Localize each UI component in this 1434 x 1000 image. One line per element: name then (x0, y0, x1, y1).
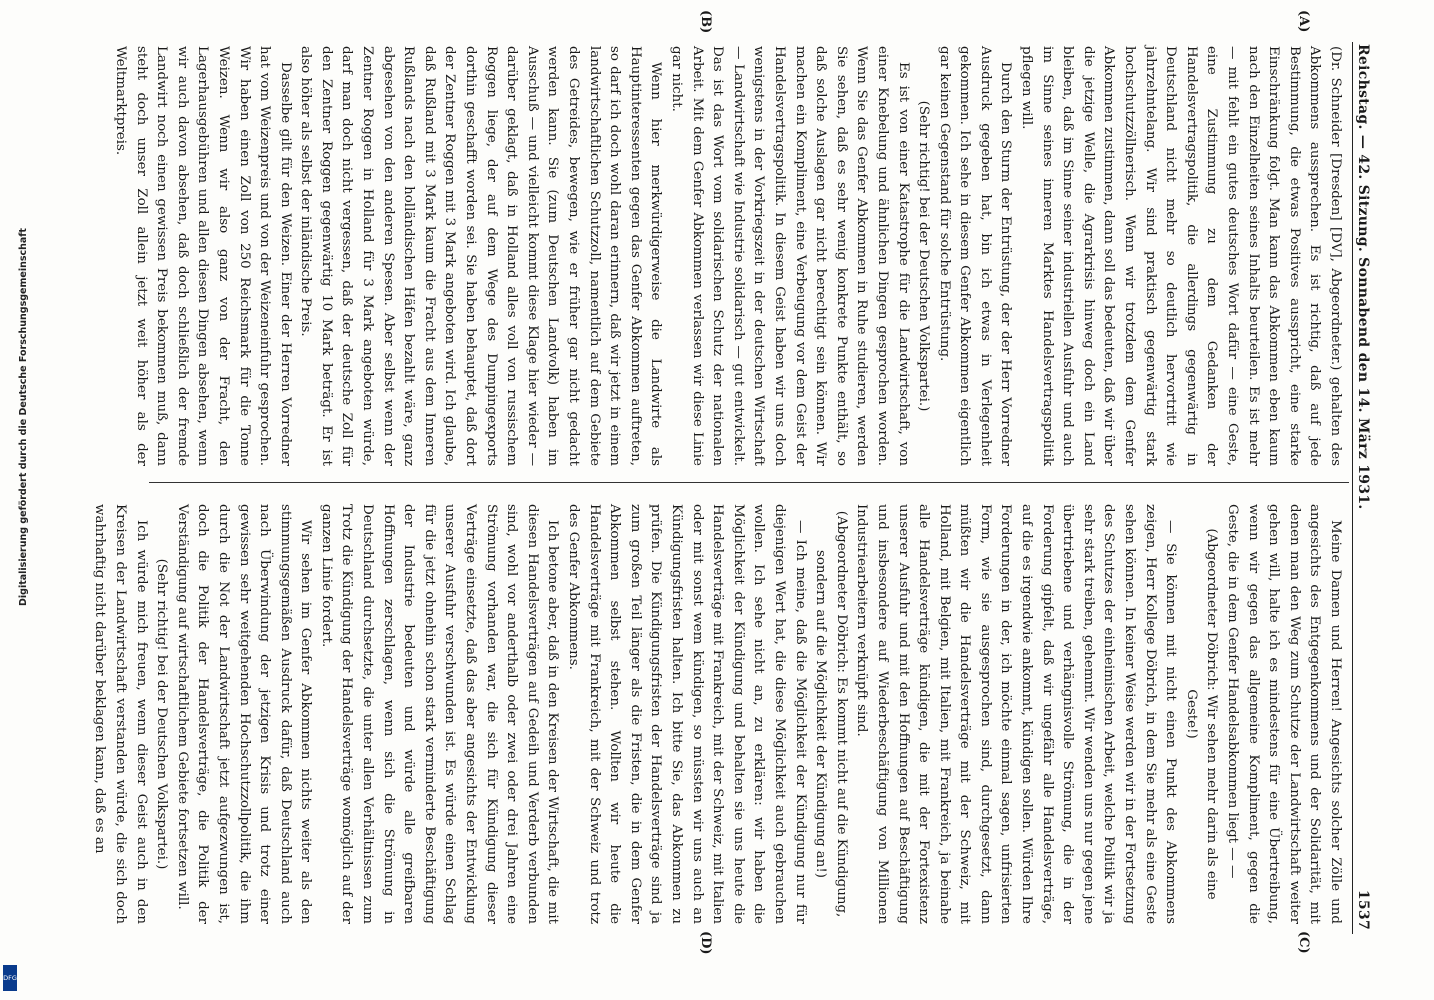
interjection: (Abgeordneter Döbrich: Wir sehen mehr darin als eine Geste!) (1183, 528, 1220, 900)
interjection: (Abgeordneter Döbrich: Es kommt nicht auf die Kündigung, sondern auf die Möglichkeit der Kündigung an!) (813, 510, 849, 918)
dfg-logo: DFG (3, 965, 17, 991)
paragraph: — Sie können mit nicht einen Punkt des Abkommens zeigen, Herr Kollege Döbrich, in dem Sie mehr als eine Geste sehen können. In keiner Weise werden wir in der Fortsetzung des Schutzes der einheimischen Arbeit, welche Politik wir ja sehr stark treiben, gehemmt. Wir wenden uns nur gegen jene übertriebene und verhängnisvolle Strömung, die in der Forderung gipfelt, daß wir ungefähr alle Handelsverträge, auf die es irgendwie ankommt, kündigen sollen. Würden Ihre Forderungen in der, ich möchte einmal sagen, unfrisierten Form, wie sie ausgesprochen sind, durchgesetzt, dann müßten wir die Handelsverträge mit der Schweiz, mit Holland, mit Belgien, mit Italien, mit Frankreich, ja beinahe alle Handelsverträge kündigen, die mit der Fortexistenz unserer Ausfuhr und mit den Hoffnungen auf Beschäftigung und insbesondere auf Wiederbeschäftigung von Millionen Industriearbeitern verknüpft sind. (854, 504, 1179, 924)
left-column (112, 46, 1345, 466)
margin-mark-d: (D) (698, 931, 713, 955)
margin-mark-b: (B) (698, 10, 713, 34)
right-column (92, 504, 1345, 924)
paragraph: Durch den Sturm der Entrüstung, der der Herr Vorredner Ausdruck gegeben hat, bin ich etwas in Verlegenheit gekommen. Ich sehe in diesem Genfer Abkommen eigentlich gar keinen Gegenstand für solche Entrüstung. (936, 46, 1014, 466)
interjection: (Sehr richtig! bei der Deutschen Volkspartei.) (916, 100, 932, 412)
page-header (1351, 38, 1373, 938)
paragraph: Meine Damen und Herren! Angesichts solcher Zölle und angesichts des Entgegenkommens und der Solidarität, mit denen man den Weg zum Schutze der Landwirtschaft weiter gehen will, halte ich es mindestens für eine Übertreibung, wenn wir gegen das allgemeine Kompliment, gegen die Geste, die in dem Genfer Handelsabkommen liegt — — (1225, 504, 1343, 924)
header-rule (1352, 42, 1353, 934)
paragraph: Ich würde mich freuen, wenn dieser Geist auch in den Kreisen der Landwirtschaft verstanden würde, die sich doch wahrhaftig nicht darüber beklagen kann, daß es an (92, 504, 149, 924)
paragraph: (Dr. Schneider [Dresden] [DV], Abgeordneter.) gehalten des Abkommens aussprechen. Es ist richtig, daß auf jede Bestimmung, die etwas Positives ausspricht, eine starke Einschränkung folgt. Man kann das Abkommen eben kaum nach den Einzelheiten seines Inhalts beurteilen. Es ist mehr — mit fehlt ein gutes deutsches Wort dafür — eine Geste, eine Zustimmung zu dem Gedanken der Handelsvertragspolitik, die allerdings gegenwärtig in Deutschland nicht mehr so deutlich hervortritt wie jahrzehntelang. Wir sind praktisch gegenwärtig stark hochschutzzöllnerisch. Wenn wir trotzdem dem Genfer Abkommen zustimmen, dann soll das bedeuten, daß wir über die jetzige Welle, die Agrarkrisis hinweg doch ein Land bleiben, daß im Sinne seiner industriellen Ausfuhr und auch im Sinne seines inneren Marktes Handelsvertragspolitik pflegen will. (1019, 46, 1343, 466)
rotated-page-content (92, 10, 1373, 955)
paragraph: Wenn hier merkwürdigerweise die Landwirte als Hauptinteressenten gegen das Genfer Abkommen auftreten, so darf ich doch wohl daran erinnern, daß wir jetzt in einem landwirtschaftlichen Schutzzoll, namentlich auf dem Gebiete des Getreides, bewegen, wie er früher gar nicht gedacht werden kann. Sie (zum Deutschen Landvolk) haben im Ausschuß — und vielleicht kommt diese Klage hier wieder — darüber geklagt, daß in Holland alles voll von russischem Roggen liege, der auf dem Wege des Dumpingexports dorthin geschafft worden sei. Sie haben behauptet, daß dort der Zentner Roggen mit 3 Mark angeboten wird. Ich glaube, daß Rußland mit 3 Mark kaum die Fracht aus dem Inneren Rußlands nach den holländischen Häfen bezahlt wäre, ganz abgesehen von den anderen Spesen. Aber selbst wenn der Zentner Roggen in Holland für 3 Mark angeboten würde, darf man doch nicht vergessen, daß der deutsche Zoll für den Zentner Roggen gegenwärtig 10 Mark beträgt. Er ist also höher als selbst der inländische Preis. (298, 46, 664, 466)
header-title: Reichstag. — 42. Sitzung. Sonnabend den 14. März 1931. (1355, 44, 1371, 510)
paragraph: Ich betone aber, daß in den Kreisen der Wirtschaft, die mit diesen Handelsverträgen auf Gedeih und Verderb verbunden sind, wohl vor anderthalb oder zwei oder drei Jahren eine Strömung vorhanden war, die sich für Kündigung dieser Verträge einsetzte, daß das aber angesichts der Entwicklung unserer Ausfuhr verschwunden ist. Es würde einen Schlag für die jetzt ohnehin schon stark verminderte Beschäftigung der Industrie bedeuten und würde alle greifbaren Hoffnungen zerschlagen, wenn sich die Strömung in Deutschland durchsetzte, die unter allen Verhältnissen zum Trotz die Kündigung der Handelsverträge womöglich auf der ganzen Linie fordert. (318, 504, 561, 924)
paragraph: Wir sehen im Genfer Abkommen nichts weiter als den stimmungsgemäßen Ausdruck dafür, daß Deutschland auch nach Überwindung der jetzigen Krisis und trotz einer gewissen sehr weitgehenden Hochschutzzollpolitik, die ihm durch die Not der Landwirtschaft jetzt aufgezwungen ist, doch die Politik der Handelsverträge, die Politik der Verständigung auf wirtschaftlichem Gebiete fortsetzen will. (174, 504, 314, 924)
paragraph: — Ich meine, daß die Möglichkeit der Kündigung nur für diejenigen Wert hat, die diese Möglichkeit auch gebrauchen wollen. Ich sehe nicht an, zu erklären: wir haben die Möglichkeit der Kündigung und behalten sie uns heute die Handelsverträge mit Frankreich, mit der Schweiz, mit Italien oder mit sonst wem kündigen, so müssten wir uns auch an Kündigungsfristen halten. Ich bitte Sie, das Abkommen zu prüfen. Die Kündigungsfristen der Handelsverträge sind ja zum großen Teil länger als die Fristen, die in dem Genfer Abkommen selbst stehen. Wollten wir heute die Handelsverträge mit Frankreich, mit der Schweiz und trotz des Genfer Abkommens. (566, 504, 808, 924)
paragraph: Es ist von einer Katastrophe für die Landwirtschaft, von einer Knebelung und ähnlichen Dingen gesprochen worden. Wenn Sie das Genfer Abkommen in Ruhe studieren, werden Sie sehen, daß es sehr wenig konkrete Punkte enthält, so daß solche Auslagen gar nicht berechtigt sein können. Wir machen ein Kompliment, eine Verbeugung vor dem Geist der Handelsvertragspolitik. In diesem Geist haben wir uns doch wenigstens in der Vorkriegszeit in der deutschen Wirtschaft — Landwirtschaft wie Industrie solidarisch — gut entwickelt. Das ist das Wort vom solidarischen Schutz der nationalen Arbeit. Mit dem Genfer Abkommen verlassen wir diese Linie gar nicht. (669, 46, 911, 466)
page-number: 1537 (1355, 889, 1371, 930)
column-divider (149, 482, 1349, 483)
margin-mark-c: (C) (1296, 931, 1311, 954)
margin-mark-a: (A) (1296, 10, 1311, 33)
paragraph: Dasselbe gilt für den Weizen. Einer der Herren Vorredner hat vom Weizenpreis und von der Weizeneinfuhr gesprochen. Wir haben einen Zoll von 250 Reichsmark für die Tonne Weizen. Wenn wir also ganz von der Fracht, den Lagerhausgebühren und allen diesen Dingen absehen, wenn wir auch davon absehen, daß doch schließlich der fremde Landwirt noch einen gewissen Preis bekommen muß, dann steht doch unser Zoll allein jetzt weit höher als der Weltmarktpreis. (112, 46, 293, 466)
interjection: (Sehr richtig! bei der Deutschen Volkspartei.) (154, 558, 170, 870)
funding-sidenote: Digitalisierung gefördert durch die Deutsche Forschungsgemeinschaft (18, 228, 29, 606)
